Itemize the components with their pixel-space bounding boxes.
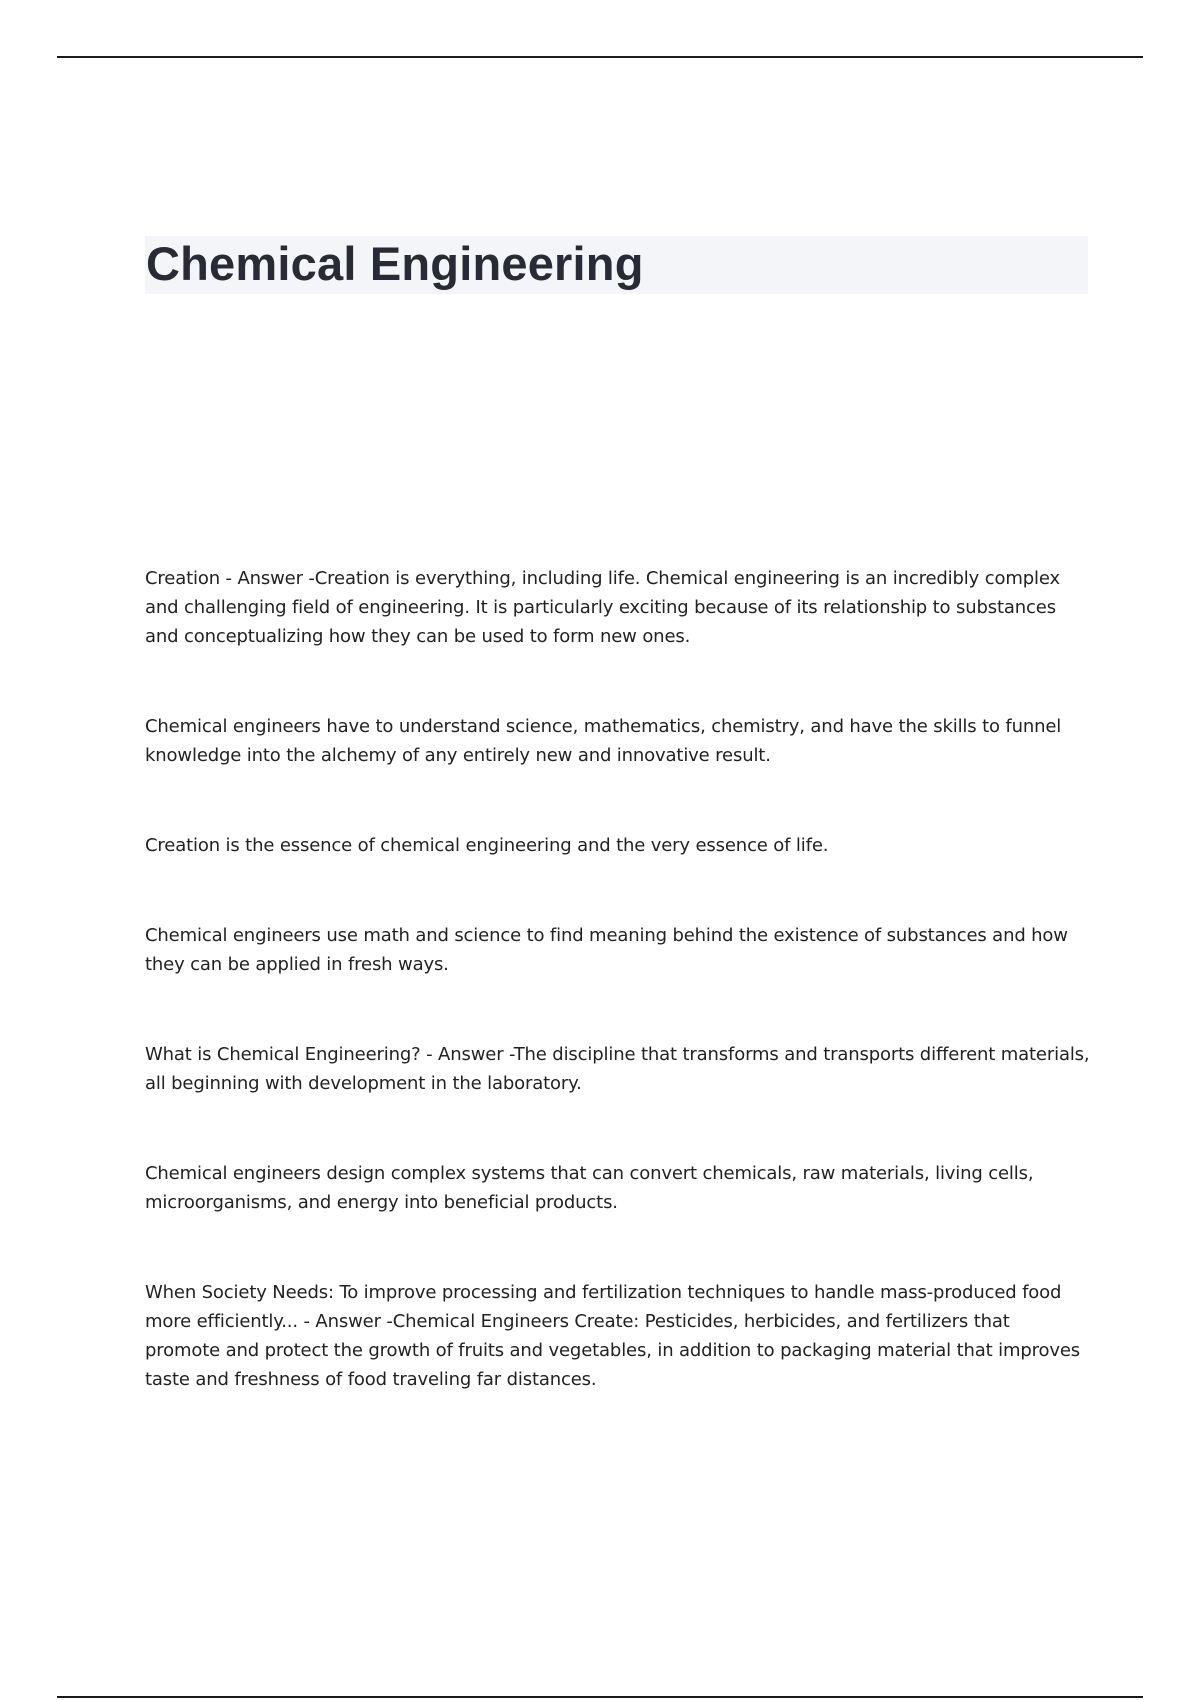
paragraph-essence: Creation is the essence of chemical engineering and the very essence of life. bbox=[145, 835, 829, 856]
paragraph-design-systems: Chemical engineers design complex systems that can convert chemicals, raw materials, living cells, microorganisms, and energy into beneficial products. bbox=[145, 1163, 1034, 1213]
top-rule bbox=[57, 56, 1143, 58]
document-body bbox=[145, 564, 1090, 1394]
paragraph-what-is-chemical-engineering: What is Chemical Engineering? - Answer -The discipline that transforms and transports different materials, all beginning with development in the laboratory. bbox=[145, 1044, 1090, 1094]
paragraph-creation-answer: Creation - Answer -Creation is everything, including life. Chemical engineering is an incredibly complex and challenging field of engineering. It is particularly exciting because of its relationship to substances and conceptualizing how they can be used to form new ones. bbox=[145, 568, 1060, 647]
paragraph-engineers-understand: Chemical engineers have to understand science, mathematics, chemistry, and have the skills to funnel knowledge into the alchemy of any entirely new and innovative result. bbox=[145, 716, 1062, 766]
paragraph-society-needs: When Society Needs: To improve processing and fertilization techniques to handle mass-produced food more efficiently... - Answer -Chemical Engineers Create: Pesticides, herbicides, and fertilizers that promote and protect the growth of fruits and vegetables, in addition to packaging material that improves taste and freshness of food traveling far distances. bbox=[145, 1282, 1080, 1390]
bottom-rule bbox=[57, 1696, 1143, 1698]
document-title: Chemical Engineering bbox=[146, 237, 644, 290]
paragraph-math-science: Chemical engineers use math and science to find meaning behind the existence of substances and how they can be applied in fresh ways. bbox=[145, 925, 1068, 975]
